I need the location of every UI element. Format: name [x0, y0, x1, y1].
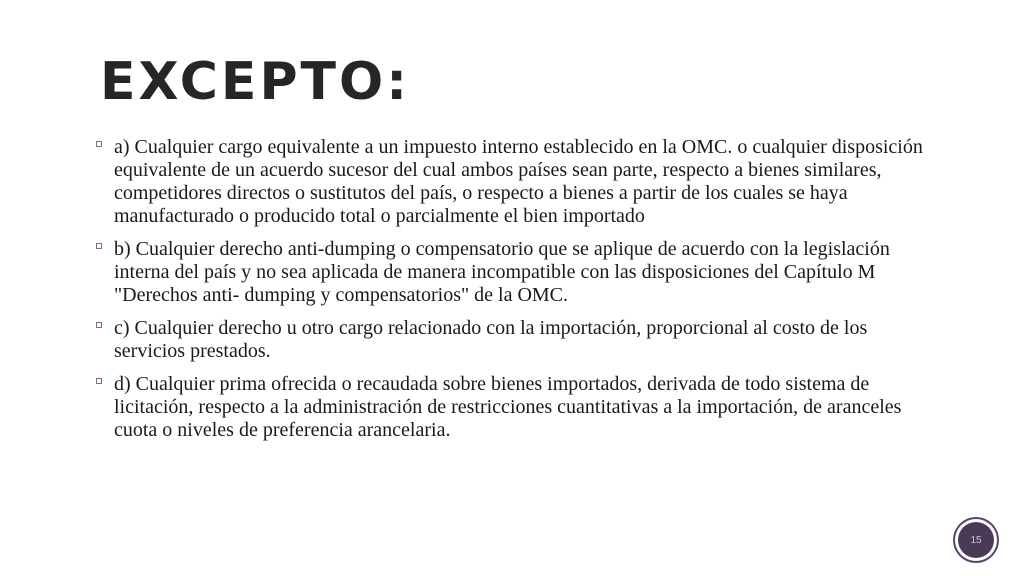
- bullet-text-b: b) Cualquier derecho anti-dumping o compensatorio que se aplique de acuerdo con la legislación interna del país y no sea aplicada de manera incompatible con las disposiciones del Capítulo M "Derechos anti- dumping y compensatorios" de la OMC.: [114, 238, 890, 306]
- bullet-item-d: [96, 373, 936, 442]
- bullet-item-b: [96, 238, 936, 307]
- bullet-text-c: c) Cualquier derecho u otro cargo relacionado con la importación, proporcional al costo de los servicios prestados.: [114, 317, 868, 362]
- bullet-item-a: [96, 136, 936, 228]
- page-number-badge: [958, 522, 994, 558]
- bullet-text-d: d) Cualquier prima ofrecida o recaudada sobre bienes importados, derivada de todo sistema de licitación, respecto a la administración de restricciones cuantitativas a la importación, de aranceles cuota o niveles de preferencia arancelaria.: [114, 373, 902, 441]
- slide-title: EXCEPTO:: [100, 52, 411, 112]
- bullet-list: [96, 136, 936, 452]
- bullet-item-c: [96, 317, 936, 363]
- square-bullet-icon: [96, 141, 102, 147]
- page-number: 15: [970, 534, 982, 546]
- square-bullet-icon: [96, 243, 102, 249]
- bullet-text-a: a) Cualquier cargo equivalente a un impuesto interno establecido en la OMC. o cualquier disposición equivalente de un acuerdo sucesor del cual ambos países sean parte, respecto a bienes similares, competidores directos o sustitutos del país, o respecto a bienes a partir de los cuales se haya manufacturado o producido total o parcialmente el bien importado: [114, 136, 923, 227]
- square-bullet-icon: [96, 322, 102, 328]
- square-bullet-icon: [96, 378, 102, 384]
